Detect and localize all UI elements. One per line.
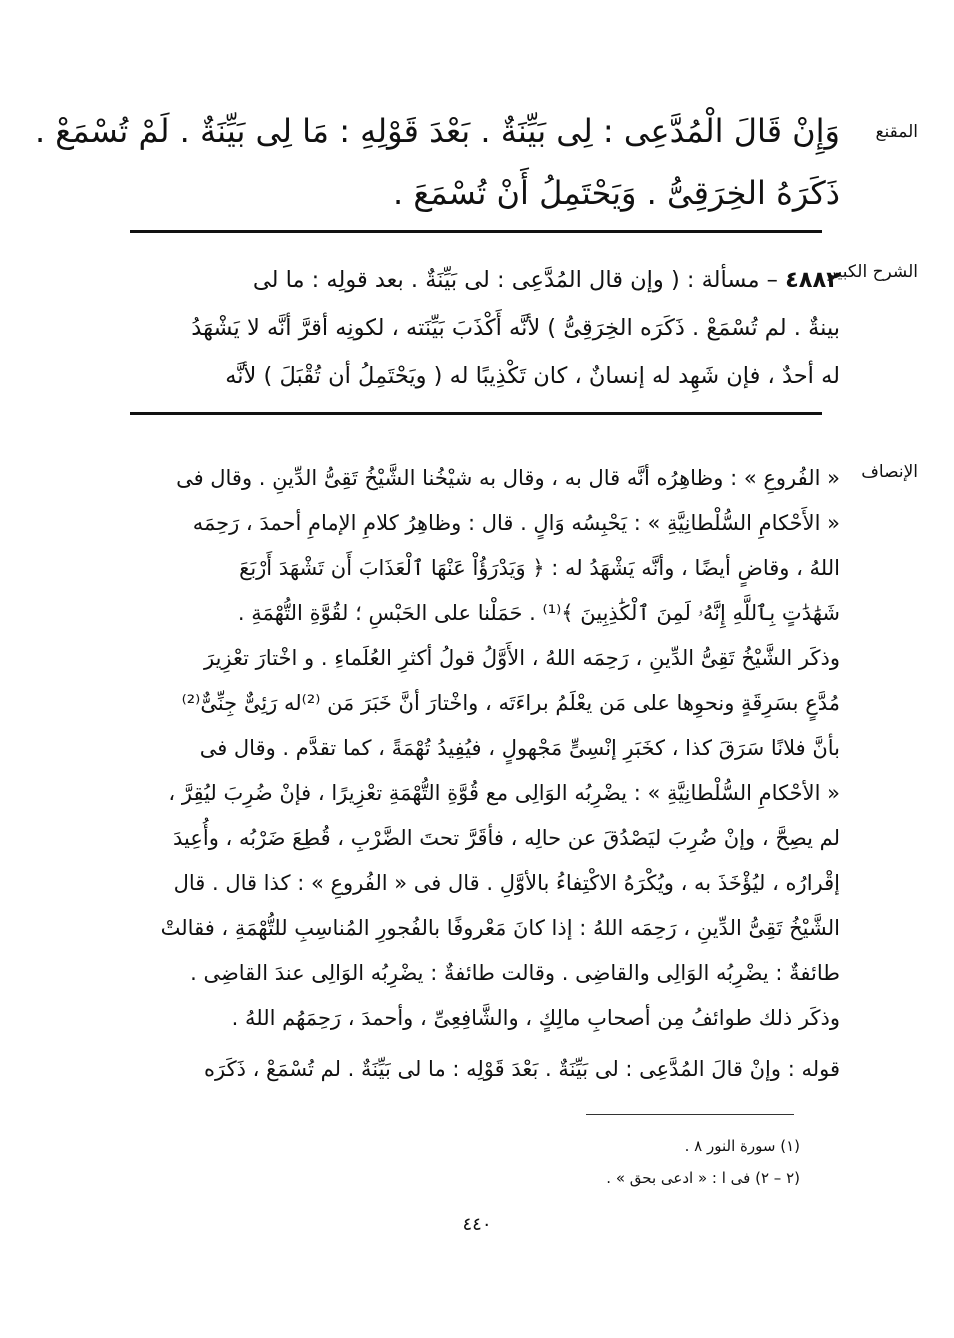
sharh-line <box>128 256 840 304</box>
insaf-line: وذكَر ذلك طوائفُ مِن أصحابِ مالِكٍ ، والشَّافِعِىِّ ، وأحمدَ ، رَحِمَهُم اللهُ . <box>231 1006 840 1030</box>
section-label-sharh: الشرح الكبير <box>828 262 918 282</box>
muqni-line: ذَكَرَهُ الخِرَقِىُّ . وَيَحْتَمِلُ أَنْ تُسْمَعَ . <box>393 174 840 212</box>
insaf-line: بأنَّ فلانًا سَرَقَ كذا ، كخَبَرِ إنْسِىٍّ مَجْهولٍ ، فيُفِيدُ تُهْمَةً ، كما تقدَّم . وقال فى <box>199 736 840 760</box>
insaf-qawluh-line: قوله : وإنْ قالَ المُدَّعِى : لى بَيِّنَةٌ . بَعْدَ قَوْلِه : ما لى بَيِّنَةٌ . لم تُسْمَعْ ، ذَكَرَه <box>203 1057 840 1081</box>
sharh-text <box>128 256 840 400</box>
sharh-line: له أحدٌ ، فإن شَهِد له إنسانٌ ، كان تَكْذِيبًا له ( ويَحْتَمِلُ أن تُقْبَلَ ) لأنَّه <box>225 363 840 389</box>
section-divider <box>130 412 822 415</box>
insaf-line: اللهُ ، وقاضٍ أيضًا ، وأنَّه يَشْهَدُ له : ﴿ وَيَدْرَؤُاْ عَنْهَا ٱلْعَذَابَ أَن تَشْهَدَ أَرْبَعَ <box>239 556 840 580</box>
footnote-2: (٢ – ٢) فى ا : « ادعى بحق » . <box>606 1169 800 1187</box>
insaf-line: « الفُروعِ » : وظاهِرُه أنَّه قال به ، وقال به شيْخُنا الشَّيْخُ تَقِىُّ الدِّينِ . وقال فى <box>176 466 840 490</box>
insaf-line: مُدَّعٍ بسَرِقَةٍ ونحوِها على مَن يعْلَمُ براءَتَه ، واخْتارَ أنَّ خَبَرَ مَن ⁽²⁾له رَئِىٌّ جِنِّىٌّ⁽²⁾ <box>181 691 840 715</box>
page-number: ٤٤٠ <box>462 1214 492 1235</box>
sharh-line: بينةٌ . لم تُسْمَعْ . ذَكَرَه الخِرَقِىُّ ) لأنَّه أَكْذَبَ بَيِّنَته ، لكونِه أقرَّ أنَّه لا يَشْهَدُ <box>191 315 840 341</box>
footnote-divider <box>586 1114 794 1115</box>
sharh-line-text: – مسألة : ( وإن قال المُدَّعِى : لى بَيِّنَةٌ . بعد قولِه : ما لى <box>252 267 778 293</box>
muqni-text <box>34 100 840 224</box>
insaf-text <box>128 456 840 1092</box>
insaf-line: وذكَر الشَّيْخُ تَقِىُّ الدِّينِ ، رَحِمَه اللهُ ، الأَوَّلُ قولُ أكثرِ العُلَماءِ . و اخْتارَ تعْزِيرَ <box>204 646 840 670</box>
insaf-line: طائفةٌ : يضْرِبُه الوَالِى والقاضِى . وقالت طائفةٌ : يضْرِبُه الوَالِى عندَ القاضِى . <box>190 961 840 985</box>
section-divider <box>130 230 822 233</box>
insaf-line: إقْرارُه ، ليُؤْخَذَ به ، ويُكْرَهُ الاكْتِفاءُ بالأوَّلِ . قال فى « الفُروعِ » : كذا قال . قال <box>173 871 840 895</box>
footnote-1: (١) سورة النور ٨ . <box>684 1137 800 1155</box>
issue-number: ٤٨٨٢ <box>785 267 840 293</box>
insaf-line: « الأَحْكامِ السُّلْطانِيَّةِ » : يَحْبِسُه وَالٍ . قال : وظاهِرُ كلامِ الإمامِ أحمدَ ، رَحِمَه <box>192 511 840 535</box>
insaf-line: « الأحْكامِ السُّلْطانِيَّةِ » : يضْرِبُه الوَالِى مع قُوَّةِ التُّهْمَةِ تعْزِيرًا ، فإنْ ضُرِبَ ليُقِرَّ ، <box>168 781 840 805</box>
section-label-insaf: الإنصاف <box>861 462 918 482</box>
insaf-line: شَهَٰدَٰتٍ بِٱللَّهِ إِنَّهُۥ لَمِنَ ٱلْكَٰذِبِينَ ﴾⁽¹⁾ . حَمَلْنا على الحَبْسِ ؛ لقُوَّةِ التُّهْمَةِ . <box>237 601 840 625</box>
muqni-line: وَإِنْ قَالَ الْمُدَّعِى : لِى بَيِّنَةٌ . بَعْدَ قَوْلِهِ : مَا لِى بَيِّنَةٌ . لَمْ تُسْمَعْ . <box>34 112 840 150</box>
insaf-line: الشَّيْخُ تَقِىُّ الدِّينِ ، رَحِمَه اللهُ : إذا كانَ مَعْروفًا بالفُجورِ المُناسِبِ للتُّهْمَةِ ، فقالتْ <box>160 916 840 940</box>
section-label-muqni: المقنع <box>875 122 918 142</box>
footnotes <box>300 1130 800 1194</box>
insaf-line: لم يصِحَّ ، وإنْ ضُرِبَ ليَصْدُقَ عن حالِه ، فأقَرَّ تحتَ الضَّرْبِ ، قُطِعَ ضَرْبُه ، وأُعِيدَ <box>172 826 840 850</box>
